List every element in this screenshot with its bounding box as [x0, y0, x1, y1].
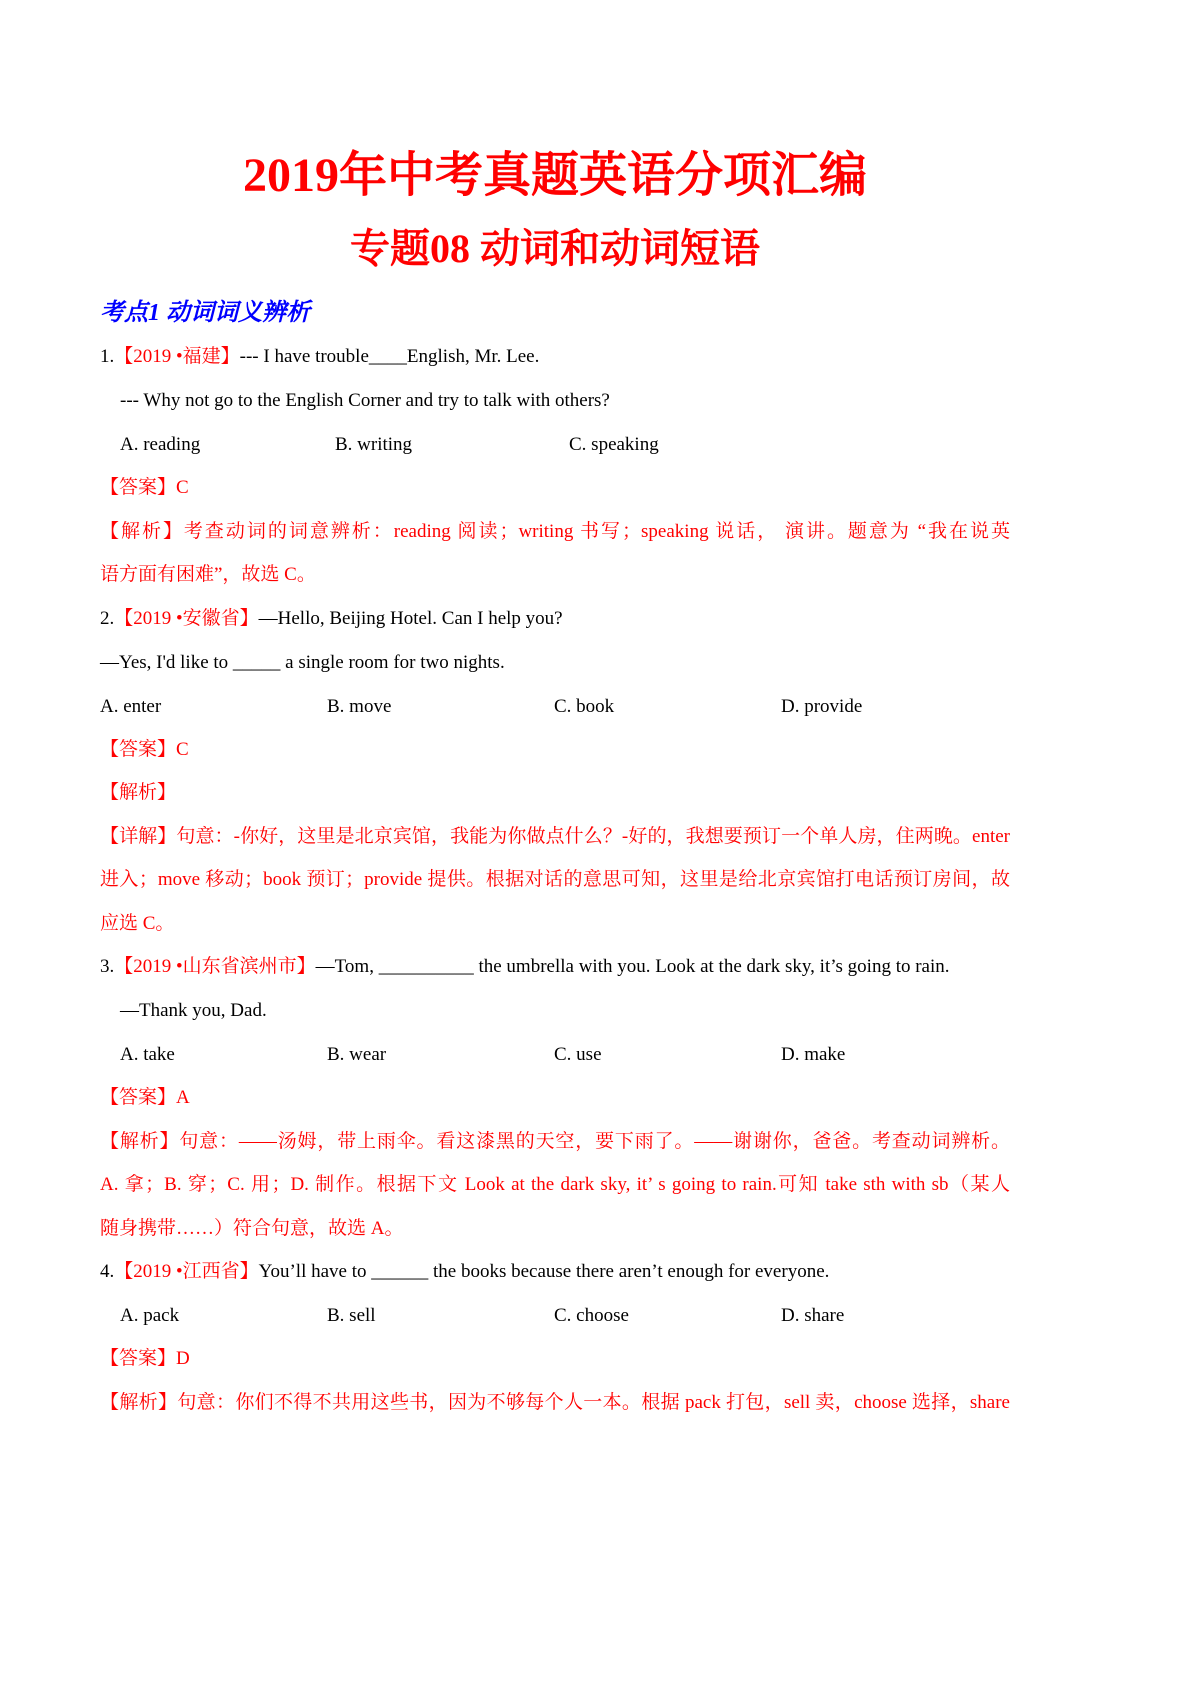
option-b: B. move — [327, 696, 392, 717]
question-text: You’ll have to ______ the books because there aren’t enough for everyone. — [258, 1261, 830, 1282]
analysis-line: 【解析】句意：你们不得不共用这些书，因为不够每个人一本。根据 pack 打包，sell 卖，choose 选择，share — [100, 1392, 1010, 1413]
question-number: 2. — [100, 608, 115, 629]
question-1-line2: --- Why not go to the English Corner and try to talk with others? — [120, 390, 610, 411]
option-b: B. sell — [327, 1305, 376, 1326]
analysis-heading: 【解析】 — [100, 782, 177, 803]
question-source: 【2019 •山东省滨州市】 — [114, 956, 316, 977]
option-d: D. make — [781, 1044, 846, 1065]
option-d: D. provide — [781, 696, 863, 717]
question-number: 1. — [100, 346, 115, 367]
question-number: 4. — [100, 1261, 115, 1282]
analysis-line: 进入；move 移动；book 预订；provide 提供。根据对话的意思可知，这里是给北京宾馆打电话预订房间，故 — [100, 869, 1010, 890]
question-text: —Hello, Beijing Hotel. Can I help you? — [258, 608, 563, 629]
question-text: --- I have trouble____English, Mr. Lee. — [239, 346, 540, 367]
analysis-line: 【解析】考查动词的词意辨析：reading 阅读；writing 书写；speaking 说话， 演讲。题意为 “我在说英 — [100, 521, 1010, 542]
analysis-line: 随身携带……）符合句意，故选 A。 — [100, 1218, 404, 1239]
option-a: A. pack — [120, 1305, 180, 1326]
analysis-line: 应选 C。 — [100, 913, 175, 934]
analysis-line: 【详解】句意：-你好，这里是北京宾馆，我能为你做点什么？-好的，我想要预订一个单人房，住两晚。enter — [100, 826, 1010, 847]
option-a: A. enter — [100, 696, 162, 717]
option-d: D. share — [781, 1305, 845, 1326]
option-a: A. take — [120, 1044, 175, 1065]
section-heading: 考点1 动词词义辨析 — [100, 300, 310, 326]
analysis-line: 【解析】句意：——汤姆，带上雨伞。看这漆黑的天空，要下雨了。——谢谢你，爸爸。考查动词辨析。 — [100, 1131, 1010, 1152]
question-source: 【2019 •江西省】 — [114, 1261, 259, 1282]
answer: 【答案】C — [100, 477, 189, 498]
option-c: C. speaking — [569, 434, 659, 455]
analysis-line: 语方面有困难”，故选 C。 — [100, 564, 316, 585]
answer: 【答案】C — [100, 739, 189, 760]
document-subtitle: 专题08 动词和动词短语 — [350, 226, 760, 271]
question-1-stem — [100, 345, 539, 369]
answer: 【答案】D — [100, 1348, 190, 1369]
question-source: 【2019 •安徽省】 — [114, 608, 259, 629]
question-source: 【2019 •福建】 — [114, 346, 240, 367]
question-2-line2: —Yes, I'd like to _____ a single room for two nights. — [100, 652, 505, 673]
question-3-line2: —Thank you, Dad. — [120, 1000, 267, 1021]
question-text: —Tom, __________ the umbrella with you. Look at the dark sky, it’s going to rain. — [315, 956, 950, 977]
option-b: B. wear — [327, 1044, 387, 1065]
option-c: C. book — [554, 696, 615, 717]
option-c: C. use — [554, 1044, 602, 1065]
document-title: 2019年中考真题英语分项汇编 — [242, 149, 867, 202]
question-2-stem — [100, 607, 563, 631]
analysis-line: A. 拿；B. 穿；C. 用；D. 制作。根据下文 Look at the dark sky, it’ s going to rain.可知 take sth with sb（某人 — [100, 1174, 1010, 1195]
question-3-stem — [100, 955, 950, 979]
option-a: A. reading — [120, 434, 201, 455]
option-b: B. writing — [335, 434, 413, 455]
answer: 【答案】A — [100, 1087, 190, 1108]
question-number: 3. — [100, 956, 115, 977]
question-4-stem — [100, 1260, 829, 1284]
option-c: C. choose — [554, 1305, 629, 1326]
